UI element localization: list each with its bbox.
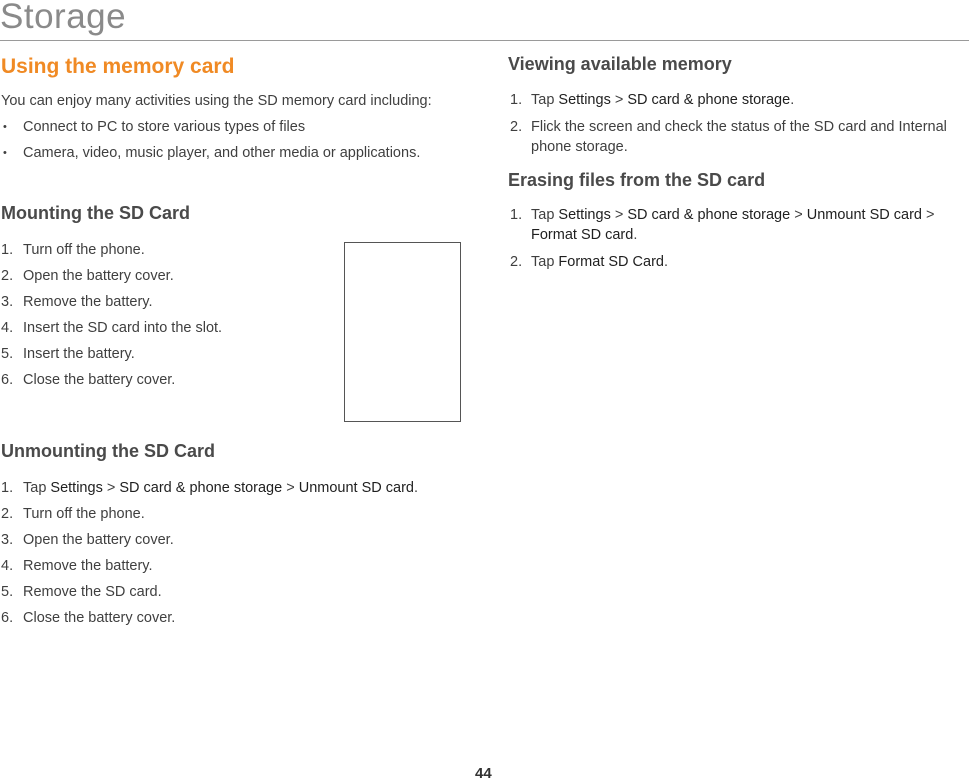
list-item: [0, 143, 420, 169]
step-number: 3.: [1, 294, 14, 310]
step-number: 1.: [510, 207, 523, 223]
section-title-mounting: Mounting the SD Card: [1, 203, 190, 223]
step-text: Turn off the phone.: [23, 506, 145, 522]
step-number: 5.: [1, 584, 14, 600]
section-title-unmounting: Unmounting the SD Card: [1, 441, 215, 461]
list-item: [0, 266, 222, 292]
page-title: Storage: [0, 0, 127, 36]
menu-path-settings: Settings: [558, 92, 611, 108]
list-item-text: Camera, video, music player, and other media or applications.: [23, 145, 421, 161]
step-number: 6.: [1, 610, 14, 626]
list-item-text: Connect to PC to store various types of files: [23, 119, 306, 135]
list-item: [0, 117, 420, 143]
path-separator: >: [282, 480, 299, 496]
path-separator: >: [102, 480, 120, 496]
step-text: Remove the SD card.: [23, 584, 162, 600]
step-number: 4.: [1, 558, 14, 574]
path-separator: >: [790, 207, 807, 223]
section-title-viewing: Viewing available memory: [508, 54, 732, 74]
step-number: 2.: [1, 268, 14, 284]
menu-path-sd-card-storage: SD card & phone storage: [627, 207, 791, 223]
list-item: [0, 292, 222, 318]
step-text: Turn off the phone.: [23, 242, 145, 258]
menu-path-sd-card-storage: SD card & phone storage: [627, 92, 791, 108]
mounting-steps: [0, 240, 222, 396]
list-item: [0, 504, 418, 530]
step-text: .: [663, 254, 669, 270]
page-number: 44: [475, 765, 492, 782]
list-item: [508, 90, 963, 110]
list-item: [0, 478, 418, 504]
list-item: [508, 252, 963, 272]
list-item: [0, 582, 418, 608]
step-text: Close the battery cover.: [23, 372, 176, 388]
menu-path-unmount-sd-card: Unmount SD card: [298, 480, 414, 496]
step-text: Remove the battery.: [23, 294, 153, 310]
section-title-using: Using the memory card: [1, 55, 235, 78]
step-number: 5.: [1, 346, 14, 362]
step-text: Open the battery cover.: [23, 532, 174, 548]
step-text: Insert the SD card into the slot.: [23, 320, 223, 336]
menu-path-format-sd-card: Format SD card: [531, 227, 634, 243]
list-item: [508, 117, 963, 157]
list-item: [0, 344, 222, 370]
list-item: [0, 556, 418, 582]
step-text: Open the battery cover.: [23, 268, 174, 284]
step-number: 2.: [510, 254, 523, 270]
step-number: 3.: [1, 532, 14, 548]
list-item: [0, 608, 418, 634]
step-number: 2.: [510, 119, 523, 135]
step-number: 2.: [1, 506, 14, 522]
menu-path-settings: Settings: [558, 207, 611, 223]
figure-placeholder: [344, 242, 461, 422]
step-number: 4.: [1, 320, 14, 336]
list-item: [0, 318, 222, 344]
list-item: [0, 530, 418, 556]
list-item: [0, 240, 222, 266]
menu-path-settings: Settings: [50, 480, 103, 496]
list-item: [508, 205, 963, 245]
bullet-icon: •: [3, 121, 7, 133]
unmounting-steps: [0, 478, 418, 634]
menu-path-format-sd-card: Format SD Card: [558, 254, 664, 270]
step-text: .: [633, 227, 638, 243]
menu-path-sd-card-storage: SD card & phone storage: [119, 480, 283, 496]
step-text: Tap: [23, 480, 51, 496]
step-text: Close the battery cover.: [23, 610, 176, 626]
path-separator: >: [610, 207, 628, 223]
path-separator: >: [610, 92, 628, 108]
step-number: 1.: [1, 480, 14, 496]
step-number: 6.: [1, 372, 14, 388]
step-text: Tap: [531, 207, 559, 223]
using-intro: You can enjoy many activities using the SD memory card including:: [1, 93, 432, 109]
viewing-steps: [508, 90, 963, 164]
step-text: Tap: [531, 92, 559, 108]
list-item: [0, 370, 222, 396]
step-text: .: [413, 480, 418, 496]
step-text: .: [790, 92, 795, 108]
erasing-steps: [508, 205, 963, 279]
section-title-erasing: Erasing files from the SD card: [508, 170, 766, 190]
using-bullet-list: [0, 117, 420, 169]
step-text: Insert the battery.: [23, 346, 135, 362]
step-number: 1.: [1, 242, 14, 258]
step-text: Tap: [531, 254, 559, 270]
path-separator: >: [921, 207, 935, 223]
title-divider: [0, 40, 969, 41]
step-text: Flick the screen and check the status of the SD card and Internal phone storage.: [531, 119, 947, 155]
bullet-icon: •: [3, 147, 7, 159]
step-text: Remove the battery.: [23, 558, 153, 574]
step-number: 1.: [510, 92, 523, 108]
menu-path-unmount-sd-card: Unmount SD card: [806, 207, 922, 223]
